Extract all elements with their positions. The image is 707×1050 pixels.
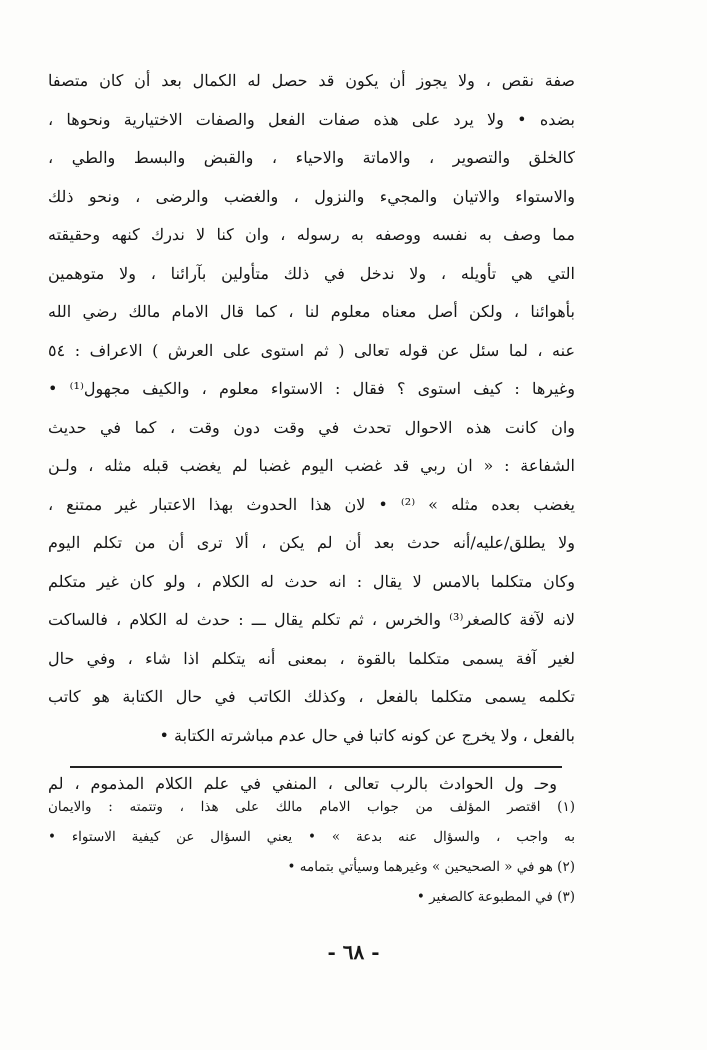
text-line: التي هي تأويله ، ولا ندخل في ذلك متأولين بآرائنا ، ولا متوهمين	[48, 263, 575, 283]
text-line: لغير آفة يسمى متكلما بالقوة ، بمعنى أنه يتكلم اذا شاء ، وفي حال	[48, 648, 575, 668]
text-line: صفة نقص ، ولا يجوز أن يكون قد حصل له الكمال بعد أن كان متصفا	[48, 71, 575, 90]
paragraph-gap	[48, 755, 575, 765]
footnotes	[48, 792, 575, 912]
text-line: الشفاعة : « ان ربي قد غضب اليوم غضبا لم يغضب قبله مثله ، ولـن	[48, 456, 575, 475]
text-line: ولا يطلق/عليه/أنه حدث بعد أن لم يكن ، ألا ترى أن من تكلم اليوم	[48, 533, 575, 552]
text-line: بضده • ولا يرد على هذه صفات الفعل والصفات الاختيارية ونحوها ،	[48, 109, 575, 129]
text-line: تكلمه يسمى متكلما بالفعل ، وكذلك الكاتب في حال الكتابة هو كاتب	[48, 687, 575, 706]
page-number: - ٦٨ -	[327, 940, 380, 964]
footnote-3: (٣) في المطبوعة كالصغير •	[416, 889, 575, 905]
footnote-2: (٢) هو في « الصحيحين » وغيرهما وسيأتي بتمامه •	[287, 859, 575, 875]
continuation-line: وحـ ول الحوادث بالرب تعالى ، المنفي في علم الكلام المذموم ، لم	[48, 774, 557, 793]
text-line: وكان متكلما بالامس لا يقال : انه حدث له الكلام ، ولو كان غير متكلم	[48, 571, 575, 591]
text-line: عنه ، لما سئل عن قوله تعالى ( ثم استوى على العرش ) الاعراف : ٥٤	[48, 340, 575, 360]
text-line: وغيرها : كيف استوى ؟ فقال : الاستواء معلوم ، والكيف مجهول⁽¹⁾ •	[48, 379, 575, 398]
text-line: والاستواء والاتيان والمجيء والنزول ، والغضب والرضى ، ونحو ذلك	[48, 186, 575, 206]
text-line: بالفعل ، ولا يخرج عن كونه كاتبا في حال عدم مباشرته الكتابة •	[159, 725, 575, 745]
footnote-1-line-2: به واجب ، والسؤال عنه بدعة » • يعني السؤال عن كيفية الاستواء •	[48, 829, 575, 845]
text-line: مما وصف به نفسه ووصفه به رسوله ، وان كنا لا ندرك كنهه وحقيقته	[48, 225, 575, 244]
text-line: كالخلق والتصوير ، والاماتة والاحياء ، والقبض والبسط والطي ،	[48, 148, 575, 167]
text-line: وان كانت هذه الاحوال تحدث في وقت دون وقت ، كما في حديث	[48, 417, 575, 437]
footnote-1-line-1: (١) اقتصر المؤلف من جواب الامام مالك على هذا ، وتتمته : والايمان	[48, 799, 575, 815]
footnote-divider	[70, 766, 562, 768]
text-line: لانه لآفة كالصغر⁽³⁾ والخرس ، ثم تكلم يقال ـــ : حدث له الكلام ، فالساكت	[48, 610, 575, 629]
text-line: يغضب بعده مثله » ⁽²⁾ • لان هذا الحدوث بهذا الاعتبار غير ممتنع ،	[48, 494, 575, 514]
text-line: بأهوائنا ، ولكن أصل معناه معلوم لنا ، كما قال الامام مالك رضي الله	[48, 302, 575, 321]
main-text	[48, 62, 575, 804]
